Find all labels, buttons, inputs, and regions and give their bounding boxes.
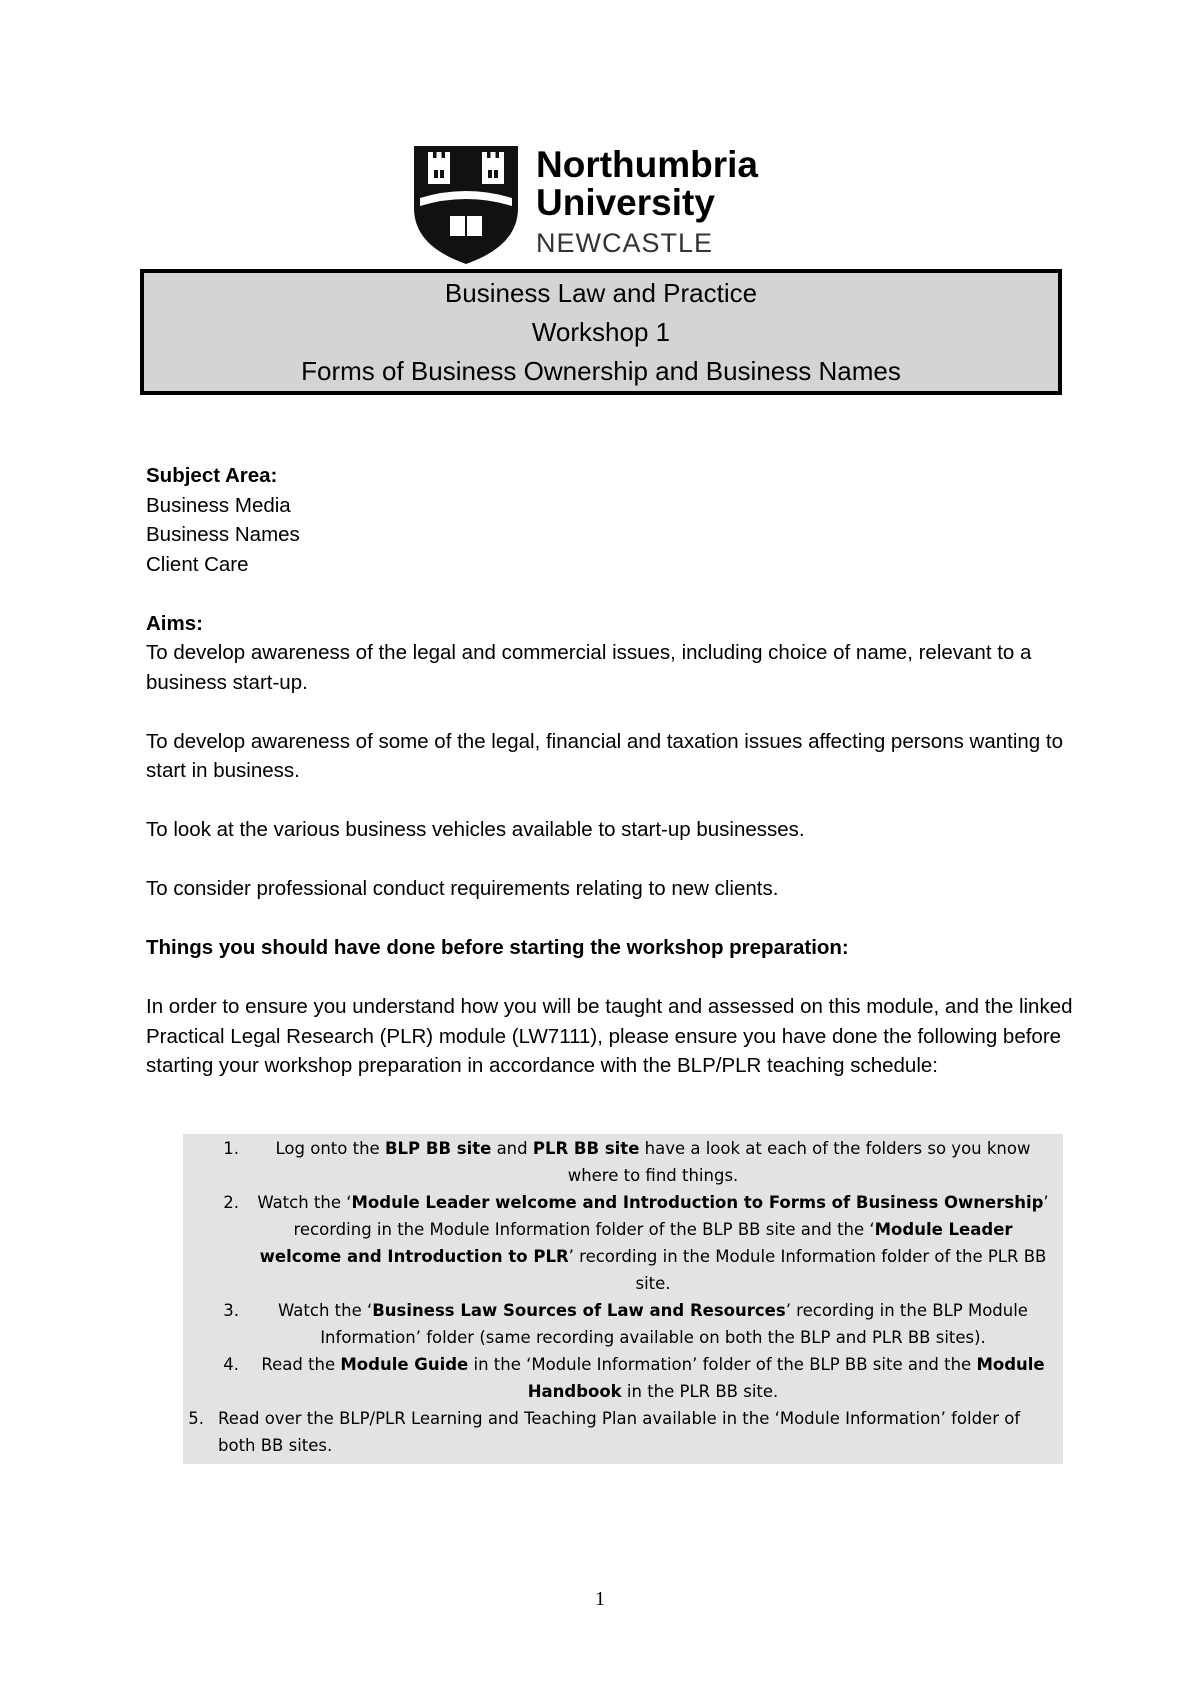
- university-logo: [414, 146, 794, 264]
- aims-heading: Aims:: [146, 611, 203, 635]
- subject-item: Client Care: [146, 552, 249, 576]
- list-item: 5. Read over the BLP/PLR Learning and Teaching Plan available in the ‘Module Information’ folder of both BB sites.: [188, 1409, 1021, 1455]
- logo-northumbria: Northumbria: [536, 144, 758, 185]
- task-list: [183, 1134, 1063, 1464]
- document-body: [146, 461, 1076, 1081]
- subject-item: Business Names: [146, 523, 300, 546]
- prep-heading: Things you should have done before starting the workshop preparation:: [146, 936, 849, 959]
- list-item: 4. Read the Module Guide in the ‘Module Information’ folder of the BLP BB site and the Module Handbook in the PLR BB site.: [223, 1355, 1045, 1401]
- list-item: 2. Watch the ‘Module Leader welcome and Introduction to Forms of Business Ownership’ recording in the Module Information folder of the BLP BB site and the ‘Module Leader welcome and Introduction to PLR’ recording in the Module Information folder of the PLR BB site.: [223, 1193, 1049, 1293]
- aims-paragraph: To develop awareness of the legal and commercial issues, including choice of name, relevant to a business start-up.: [146, 641, 1032, 694]
- prep-intro: In order to ensure you understand how you will be taught and assessed on this module, and the linked Practical Legal Research (PLR) module (LW7111), please ensure you have done the following before starting your workshop preparation in accordance with the BLP/PLR teaching schedule:: [146, 995, 1073, 1077]
- list-item: 1. Log onto the BLP BB site and PLR BB site have a look at each of the folders so you know where to find things.: [223, 1139, 1031, 1185]
- list-item: 3. Watch the ‘Business Law Sources of Law and Resources’ recording in the BLP Module Information’ folder (same recording available on both the BLP and PLR BB sites).: [223, 1301, 1028, 1347]
- university-crest-icon: [414, 146, 518, 264]
- logo-university: University: [536, 182, 715, 223]
- aims-paragraph: To look at the various business vehicles available to start-up businesses.: [146, 818, 805, 841]
- aims-paragraph: To develop awareness of some of the legal, financial and taxation issues affecting persons wanting to start in business.: [146, 729, 1063, 782]
- course-title: Business Law and Practice: [444, 277, 758, 308]
- workshop-number: Workshop 1: [531, 316, 671, 347]
- subject-heading: Subject Area:: [146, 464, 278, 487]
- subject-item: Business Media: [146, 493, 291, 517]
- workshop-topic: Forms of Business Ownership and Business Names: [301, 355, 901, 386]
- page-number: 1: [595, 1588, 605, 1610]
- title-box: [140, 269, 1062, 395]
- logo-newcastle: NEWCASTLE: [536, 228, 714, 258]
- aims-paragraph: To consider professional conduct requirements relating to new clients.: [146, 877, 779, 900]
